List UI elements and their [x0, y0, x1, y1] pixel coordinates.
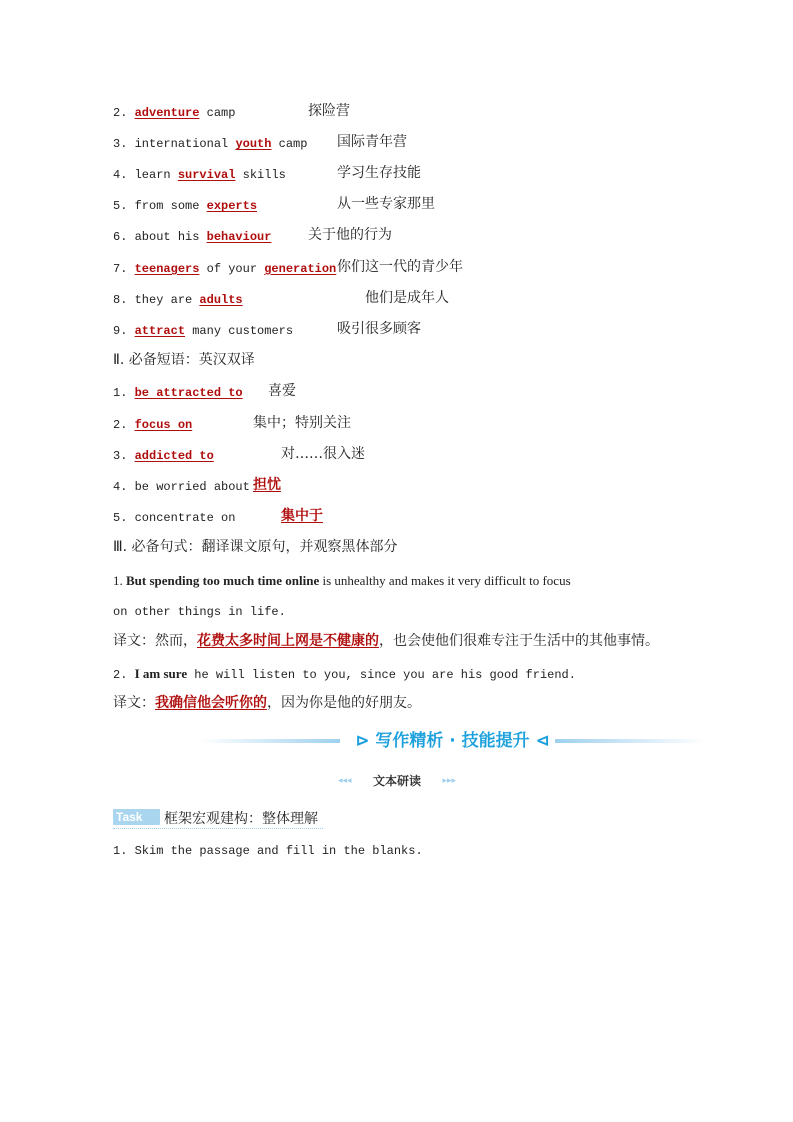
answer-survival: survival [177, 168, 236, 182]
phrase-answer-3: addicted to [134, 449, 214, 463]
sentence-1-line2: on other things in life. [113, 605, 286, 619]
translation-1-answer: 花费太多时间上网是不健康的 [197, 633, 379, 649]
word-item-2: 2. adventure camp [113, 106, 236, 120]
answer-behaviour: behaviour [206, 230, 272, 244]
answer-teenagers: teenagers [134, 262, 200, 276]
word-cn-8: 他们是成年人 [365, 290, 449, 306]
sentence-2-bold: I am sure [134, 666, 188, 681]
phrase-item-1: 1. be attracted to [113, 386, 243, 400]
translation-2-answer: 我确信他会听你的 [155, 695, 267, 711]
phrase-item-4: 4. be worried about [113, 480, 250, 494]
word-cn-5: 从一些专家那里 [337, 196, 435, 212]
answer-experts: experts [206, 199, 258, 213]
sentence-1: 1. But spending too much time online is unhealthy and makes it very difficult to focus [113, 573, 571, 588]
answer-youth: youth [235, 137, 272, 151]
task-instruction: 1. Skim the passage and fill in the blanks. [113, 844, 423, 858]
word-cn-7: 你们这一代的青少年 [337, 259, 463, 275]
word-cn-9: 吸引很多顾客 [337, 321, 421, 337]
word-cn-4: 学习生存技能 [337, 165, 421, 181]
phrase-item-5: 5. concentrate on [113, 511, 236, 525]
task-title: 框架宏观建构：整体理解 [164, 811, 318, 827]
phrase-answer-5: 集中于 [281, 508, 323, 524]
answer-attract: attract [134, 324, 186, 338]
section-2-heading: Ⅱ. 必备短语：英汉双译 [113, 352, 255, 368]
word-item-3: 3. international youth camp [113, 137, 308, 151]
phrase-cn-1: 喜爱 [268, 383, 296, 399]
phrase-cn-2: 集中；特别关注 [253, 415, 351, 431]
word-item-8: 8. they are adults [113, 293, 243, 307]
sub-heading [338, 772, 456, 790]
word-cn-6: 关于他的行为 [308, 227, 392, 243]
answer-generation: generation [264, 262, 337, 276]
phrase-answer-4: 担忧 [253, 477, 281, 493]
word-item-5: 5. from some experts [113, 199, 258, 213]
sub-heading-label: 文本研读 [372, 774, 421, 788]
word-item-6: 6. about his behaviour [113, 230, 272, 244]
translation-1: 译文：然而，花费太多时间上网是不健康的，也会使他们很难专注于生活中的其他事情。 [113, 633, 659, 649]
banner-title: ⊳ 写作精析 · 技能提升 ⊲ [355, 731, 550, 751]
task-badge: Task [113, 809, 160, 825]
answer-adults: adults [199, 293, 243, 307]
phrase-answer-2: focus on [134, 418, 193, 432]
section-3-heading: Ⅲ. 必备句式：翻译课文原句，并观察黑体部分 [113, 539, 398, 555]
translation-2: 译文：我确信他会听你的，因为你是他的好朋友。 [113, 695, 421, 711]
sentence-1-bold: But spending too much time online [126, 573, 320, 588]
task-underline [113, 828, 323, 830]
phrase-item-3: 3. addicted to [113, 449, 214, 463]
dots-right-icon: ▸▸▸ [442, 776, 456, 786]
phrase-item-2: 2. focus on [113, 418, 193, 432]
phrase-cn-3: 对……很入迷 [281, 446, 365, 462]
sentence-2: 2. I am sure he will listen to you, since you are his good friend. [113, 666, 576, 682]
word-item-7: 7. teenagers of your generation [113, 262, 337, 276]
word-item-9: 9. attract many customers [113, 324, 294, 338]
word-cn-2: 探险营 [308, 103, 350, 119]
answer-adventure: adventure [134, 106, 200, 120]
word-cn-3: 国际青年营 [337, 134, 407, 150]
dots-left-icon: ◂◂◂ [338, 776, 352, 786]
section-banner [200, 728, 705, 754]
phrase-answer-1: be attracted to [134, 386, 243, 400]
word-item-4: 4. learn survival skills [113, 168, 286, 182]
